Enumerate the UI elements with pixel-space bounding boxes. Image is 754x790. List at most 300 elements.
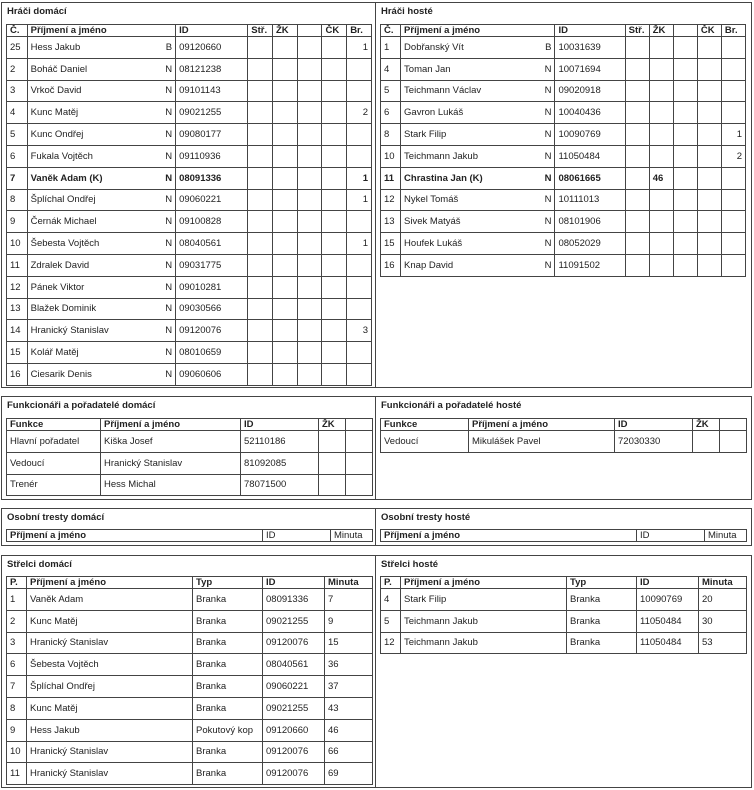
player-ck [322,145,347,167]
away-penalties-header-row [381,530,747,542]
col-header-id: ID [637,577,699,589]
player-str [248,145,273,167]
player-ck [322,37,347,59]
player-zk [272,298,297,320]
player-br: 1 [347,233,372,255]
player-id: 09100828 [176,211,248,233]
player-name: Gavron Lukáš [404,107,464,119]
table-row [7,145,372,167]
table-row [7,654,373,676]
col-header-zk2 [720,419,747,431]
player-str [248,102,273,124]
scorer-id: 09021255 [263,697,325,719]
official-zk [319,431,346,453]
table-row [7,763,373,785]
officials-panel [1,396,752,500]
player-br: 1 [721,124,745,146]
player-name: Vaněk Adam (K) [30,172,103,184]
away-officials-title: Funkcionáři a pořadatelé hosté [381,400,522,411]
scorer-type: Branka [193,632,263,654]
player-number: 5 [7,124,28,146]
col-header-id: ID [637,530,705,542]
away-players-section [376,3,751,387]
player-zk [272,276,297,298]
player-str [625,254,649,276]
player-id: 09010281 [176,276,248,298]
col-header-zk: ŽK [649,25,673,37]
player-zk2 [297,342,322,364]
player-zk [272,189,297,211]
table-row [7,37,372,59]
player-number: 4 [7,102,28,124]
official-id: 52110186 [241,431,319,453]
player-id: 10071694 [555,58,625,80]
table-row [7,211,372,233]
player-name: Chrastina Jan (K) [404,172,483,184]
player-br [721,58,745,80]
scorer-type: Branka [193,589,263,611]
player-name: Kunc Matěj [30,107,79,119]
player-ck [322,124,347,146]
official-name: Kiška Josef [101,431,241,453]
player-number: 16 [381,254,401,276]
col-header-id: ID [176,25,248,37]
home-scorers-section [2,556,376,787]
player-name-cell [27,298,175,320]
player-str [625,80,649,102]
table-row [7,452,373,474]
away-scorers-section [376,556,751,787]
player-name-cell [401,124,555,146]
scorer-name: Kunc Matěj [27,697,193,719]
player-name: Blažek Dominik [30,303,97,315]
player-id: 09120660 [176,37,248,59]
player-str [248,58,273,80]
home-players-section [2,3,376,387]
scorer-id: 08040561 [263,654,325,676]
col-header-role: Funkce [381,419,469,431]
player-name-cell [401,145,555,167]
away-scorers-header-row [381,577,747,589]
player-str [625,189,649,211]
scorer-p: 2 [7,610,27,632]
player-zk [272,233,297,255]
table-row [381,145,746,167]
player-name: Fukala Vojtěch [30,150,93,162]
scorer-minute: 20 [699,589,747,611]
player-number: 10 [7,233,28,255]
player-ck [322,298,347,320]
player-ck [322,254,347,276]
player-zk2 [297,233,322,255]
player-zk2 [673,37,697,59]
player-position: N [165,194,173,206]
official-name: Hranický Stanislav [101,452,241,474]
player-br [347,254,372,276]
player-zk [272,145,297,167]
player-id: 09030566 [176,298,248,320]
player-zk2 [673,233,697,255]
player-zk2 [673,254,697,276]
player-zk2 [297,211,322,233]
player-name: Knap David [404,259,454,271]
player-zk [649,254,673,276]
official-zk2 [346,431,373,453]
player-br [721,254,745,276]
scorer-id: 09120660 [263,719,325,741]
home-officials-title: Funkcionáři a pořadatelé domácí [7,400,156,411]
col-header-id: ID [555,25,625,37]
player-name: Boháč Daniel [30,63,88,75]
player-br: 1 [347,189,372,211]
official-zk [319,452,346,474]
player-zk2 [297,167,322,189]
player-name: Pánek Viktor [30,281,85,293]
away-officials-table [380,418,747,453]
player-id: 08010659 [176,342,248,364]
scorer-type: Branka [193,676,263,698]
player-position: N [165,259,173,271]
player-ck [322,363,347,385]
col-header-str: Stř. [625,25,649,37]
player-zk [649,124,673,146]
table-row [7,719,373,741]
player-name: Sivek Matyáš [404,216,461,228]
player-br [721,233,745,255]
home-officials-table [6,418,373,496]
col-header-name: Příjmení a jméno [27,577,193,589]
player-str [248,363,273,385]
player-zk [649,58,673,80]
player-br: 3 [347,320,372,342]
scorer-id: 08091336 [263,589,325,611]
player-id: 08101906 [555,211,625,233]
player-position: N [165,85,173,97]
player-zk2 [673,58,697,80]
col-header-number: Č. [7,25,28,37]
table-row [381,589,747,611]
player-position: N [165,63,173,75]
player-ck [697,37,721,59]
player-str [248,211,273,233]
table-row [7,58,372,80]
official-zk2 [346,452,373,474]
player-br [721,102,745,124]
scorer-type: Pokutový kop [193,719,263,741]
player-ck [322,211,347,233]
player-br [347,342,372,364]
player-name-cell [27,211,175,233]
player-zk2 [297,363,322,385]
player-id: 10040436 [555,102,625,124]
player-str [625,211,649,233]
player-ck [697,211,721,233]
home-officials-header-row [7,419,373,431]
table-row [7,697,373,719]
scorer-name: Hranický Stanislav [27,763,193,785]
player-number: 4 [381,58,401,80]
scorer-name: Šplíchal Ondřej [27,676,193,698]
table-row [381,124,746,146]
player-name-cell [401,233,555,255]
player-position: N [544,194,552,206]
scorer-p: 1 [7,589,27,611]
col-header-name: Příjmení a jméno [381,530,637,542]
col-header-minute: Minuta [325,577,373,589]
table-row [381,610,747,632]
table-row [7,320,372,342]
col-header-br: Br. [721,25,745,37]
away-players-table [380,24,746,277]
official-id: 78071500 [241,474,319,496]
player-id: 08121238 [176,58,248,80]
player-position: N [165,325,173,337]
scorer-minute: 36 [325,654,373,676]
col-header-p: P. [7,577,27,589]
player-position: N [544,107,552,119]
player-str [248,254,273,276]
player-ck [697,233,721,255]
player-name-cell [27,145,175,167]
scorer-id: 09120076 [263,632,325,654]
player-position: N [544,259,552,271]
player-zk2 [297,298,322,320]
player-br [347,124,372,146]
player-str [625,37,649,59]
player-zk [649,145,673,167]
player-number: 2 [7,58,28,80]
player-zk [272,167,297,189]
player-zk2 [297,254,322,276]
player-id: 08040561 [176,233,248,255]
player-ck [697,189,721,211]
player-position: N [544,129,552,141]
table-row [7,589,373,611]
player-name-cell [27,233,175,255]
player-br [721,167,745,189]
player-str [248,298,273,320]
player-id: 09080177 [176,124,248,146]
table-row [381,102,746,124]
player-ck [697,58,721,80]
home-players-title: Hráči domácí [7,6,67,17]
player-zk2 [297,37,322,59]
player-str [248,124,273,146]
player-number: 9 [7,211,28,233]
table-row [7,342,372,364]
col-header-number: Č. [381,25,401,37]
player-zk [272,58,297,80]
player-number: 11 [381,167,401,189]
scorer-type: Branka [193,741,263,763]
player-name-cell [27,37,175,59]
player-name: Šplíchal Ondřej [30,194,96,206]
player-zk2 [297,189,322,211]
player-id: 08061665 [555,167,625,189]
scorers-panel [1,555,752,788]
scorer-name: Hranický Stanislav [27,741,193,763]
col-header-name: Příjmení a jméno [27,25,175,37]
player-br: 1 [347,37,372,59]
scorer-id: 11050484 [637,632,699,654]
player-name-cell [27,124,175,146]
player-name: Stark Filip [404,129,447,141]
away-players-header-row [381,25,746,37]
away-officials-header-row [381,419,747,431]
col-header-minute: Minuta [705,530,747,542]
col-header-p: P. [381,577,401,589]
player-number: 12 [7,276,28,298]
away-scorers-table [380,576,747,654]
col-header-zk: ŽK [272,25,297,37]
player-number: 10 [381,145,401,167]
player-position: N [165,150,173,162]
col-header-str: Stř. [248,25,273,37]
table-row [7,363,372,385]
official-id: 72030330 [615,431,693,453]
player-zk [272,102,297,124]
player-zk2 [297,102,322,124]
scorer-type: Branka [193,697,263,719]
col-header-name: Příjmení a jméno [401,577,567,589]
scorer-minute: 37 [325,676,373,698]
scorer-minute: 15 [325,632,373,654]
away-officials-section [376,397,751,499]
table-row [7,610,373,632]
player-name-cell [401,58,555,80]
player-number: 15 [381,233,401,255]
col-header-role: Funkce [7,419,101,431]
player-zk [272,211,297,233]
player-number: 14 [7,320,28,342]
player-position: B [165,41,173,53]
table-row [381,632,747,654]
player-str [625,58,649,80]
col-header-ck: ČK [697,25,721,37]
player-id: 08091336 [176,167,248,189]
player-number: 13 [381,211,401,233]
player-str [625,167,649,189]
col-header-name: Příjmení a jméno [101,419,241,431]
player-position: N [165,216,173,228]
table-row [381,431,747,453]
scorer-minute: 7 [325,589,373,611]
player-name-cell [401,254,555,276]
player-zk2 [297,320,322,342]
scorer-p: 10 [7,741,27,763]
scorer-type: Branka [193,610,263,632]
player-name-cell [401,189,555,211]
player-zk [649,211,673,233]
player-name-cell [401,167,555,189]
player-position: N [165,238,173,250]
scorer-minute: 66 [325,741,373,763]
home-scorers-header-row [7,577,373,589]
player-number: 8 [7,189,28,211]
col-header-name: Příjmení a jméno [7,530,263,542]
player-name-cell [27,102,175,124]
official-zk [319,474,346,496]
scorer-id: 09120076 [263,741,325,763]
scorer-id: 09060221 [263,676,325,698]
player-name: Nykel Tomáš [404,194,459,206]
scorer-p: 6 [7,654,27,676]
player-zk [649,189,673,211]
player-zk2 [673,80,697,102]
player-id: 11091502 [555,254,625,276]
player-ck [322,102,347,124]
player-ck [697,124,721,146]
player-zk [272,320,297,342]
player-position: N [165,129,173,141]
player-ck [322,58,347,80]
scorer-minute: 46 [325,719,373,741]
scorer-name: Hess Jakub [27,719,193,741]
player-name-cell [27,167,175,189]
col-header-zk2 [673,25,697,37]
player-zk [649,102,673,124]
player-id: 10111013 [555,189,625,211]
scorer-name: Teichmann Jakub [401,610,567,632]
player-number: 8 [381,124,401,146]
player-zk [272,124,297,146]
player-number: 25 [7,37,28,59]
table-row [381,58,746,80]
scorer-name: Stark Filip [401,589,567,611]
home-penalties-header-row [7,530,373,542]
official-zk2 [346,474,373,496]
player-id: 09120076 [176,320,248,342]
players-panel [1,2,752,388]
player-br: 2 [347,102,372,124]
col-header-id: ID [263,577,325,589]
scorer-p: 5 [381,610,401,632]
player-name-cell [27,189,175,211]
table-row [381,37,746,59]
player-ck [697,102,721,124]
player-zk2 [297,58,322,80]
scorer-type: Branka [193,654,263,676]
player-name-cell [27,254,175,276]
player-name-cell [27,320,175,342]
col-header-name: Příjmení a jméno [401,25,555,37]
player-position: N [544,172,552,184]
player-ck [697,145,721,167]
table-row [7,741,373,763]
player-id: 09110936 [176,145,248,167]
table-row [7,80,372,102]
player-ck [697,254,721,276]
player-zk [272,254,297,276]
scorer-minute: 53 [699,632,747,654]
scorer-minute: 69 [325,763,373,785]
player-id: 09060606 [176,363,248,385]
player-zk [649,80,673,102]
player-zk2 [297,124,322,146]
scorer-id: 10090769 [637,589,699,611]
player-zk2 [673,145,697,167]
scorer-p: 12 [381,632,401,654]
player-position: N [165,107,173,119]
player-position: N [165,281,173,293]
player-name-cell [27,342,175,364]
player-name-cell [27,276,175,298]
player-zk2 [297,145,322,167]
table-row [7,124,372,146]
player-br [347,211,372,233]
scorer-name: Šebesta Vojtěch [27,654,193,676]
home-penalties-section [2,509,376,545]
